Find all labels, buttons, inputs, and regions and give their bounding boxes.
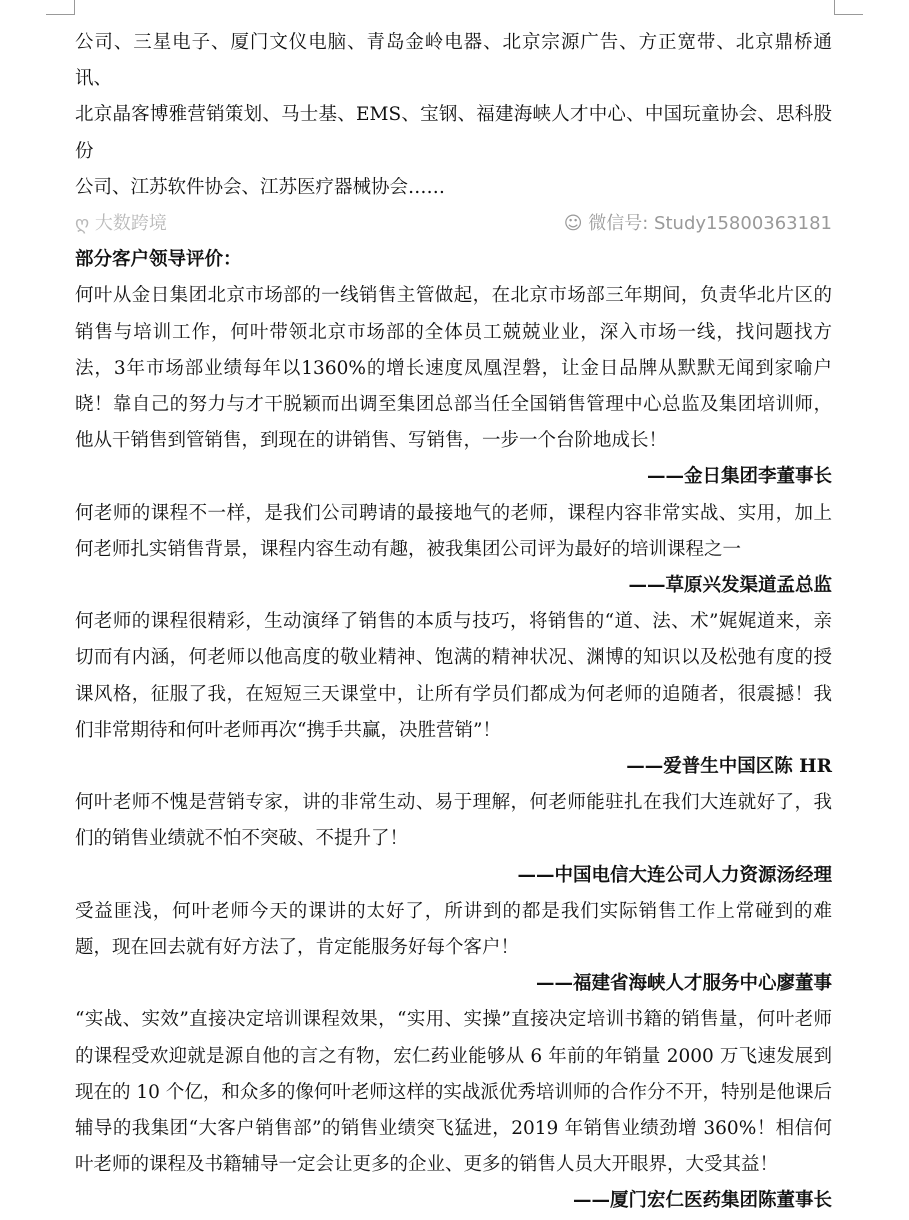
testimonial-signature: ——金日集团李董事长	[646, 466, 832, 488]
page-margin-corner-right	[834, 0, 863, 15]
document-page	[75, 25, 832, 1220]
wechat-icon: ☺	[563, 213, 589, 235]
testimonial-text: “实战、实效”直接决定培训课程效果，“实用、实操”直接决定培训书籍的销售量，何叶老师的课程受欢迎就是源自他的言之有物，宏仁药业能够从 6 年前的年销量 2000 万飞速发展到现在的 10 个亿，和众多的像何叶老师这样的实战派优秀培训师的合作分不开，特别是他课后辅导的我集团“大客户销售部”的销售业绩突飞猛进，2019 年销售业绩劲增 360%！相信何叶老师的课程及书籍辅导一定会让更多的企业、更多的销售人员大开眼界，大受其益！	[75, 1009, 832, 1176]
testimonial-signature: ——草原兴发渠道孟总监	[628, 575, 832, 597]
client-list-line: 公司、江苏软件协会、江苏医疗器械协会……	[75, 176, 446, 198]
testimonial-text: 受益匪浅，何叶老师今天的课讲的太好了，所讲到的都是我们实际销售工作上常碰到的难题，现在回去就有好方法了，肯定能服务好每个客户！	[75, 900, 832, 959]
testimonial-signature: ——厦门宏仁医药集团陈董事长	[572, 1190, 832, 1212]
watermark-left-text: 大数跨境	[94, 213, 167, 235]
testimonial-text: 何叶从金日集团北京市场部的一线销售主管做起，在北京市场部三年期间，负责华北片区的销售与培训工作，何叶带领北京市场部的全体员工兢兢业业，深入市场一线，找问题找方法，3年市场部业绩每年以1360%的增长速度凤凰涅磐，让金日品牌从默默无闻到家喻户晓！靠自己的努力与才干脱颖而出调至集团总部当任全国销售管理中心总监及集团培训师，他从干销售到管销售，到现在的讲销售、写销售，一步一个台阶地成长！	[75, 285, 832, 452]
chat-bubble-icon: ღ	[75, 213, 95, 235]
testimonial-signature: ——中国电信大连公司人力资源汤经理	[517, 864, 832, 886]
testimonial-text: 何老师的课程很精彩，生动演绎了销售的本质与技巧，将销售的“道、法、术”娓娓道来，亲切而有内涵，何老师以他高度的敬业精神、饱满的精神状况、渊博的知识以及松弛有度的授课风格，征服了我，在短短三天课堂中，让所有学员们都成为何老师的追随者，很震撼！我们非常期待和何叶老师再次“携手共赢，决胜营销”！	[75, 611, 832, 741]
testimonial-text: 何叶老师不愧是营销专家，讲的非常生动、易于理解，何老师能驻扎在我们大连就好了，我们的销售业绩就不怕不突破、不提升了！	[75, 792, 832, 850]
testimonial-text: 何老师的课程不一样，是我们公司聘请的最接地气的老师，课程内容非常实战、实用，加上何老师扎实销售背景，课程内容生动有趣，被我集团公司评为最好的培训课程之一	[75, 502, 832, 560]
section-heading: 部分客户领导评价：	[75, 249, 242, 271]
blank-line	[75, 206, 832, 242]
client-list-line: 公司、三星电子、厦门文仪电脑、青岛金岭电器、北京宗源广告、方正宽带、北京鼎桥通讯、	[75, 32, 832, 90]
testimonial-signature: ——福建省海峡人才服务中心廖董事	[535, 973, 832, 995]
watermark-left	[75, 206, 167, 242]
client-list-line: 北京晶客博雅营销策划、马士基、EMS、宝钢、福建海峡人才中心、中国玩童协会、思科股份	[75, 104, 832, 162]
watermark-right-text: 微信号: Study15800363181	[588, 213, 832, 235]
testimonial-signature: ——爱普生中国区陈 HR	[626, 756, 832, 778]
page-margin-corner-left	[46, 0, 75, 15]
watermark-right	[564, 206, 832, 242]
